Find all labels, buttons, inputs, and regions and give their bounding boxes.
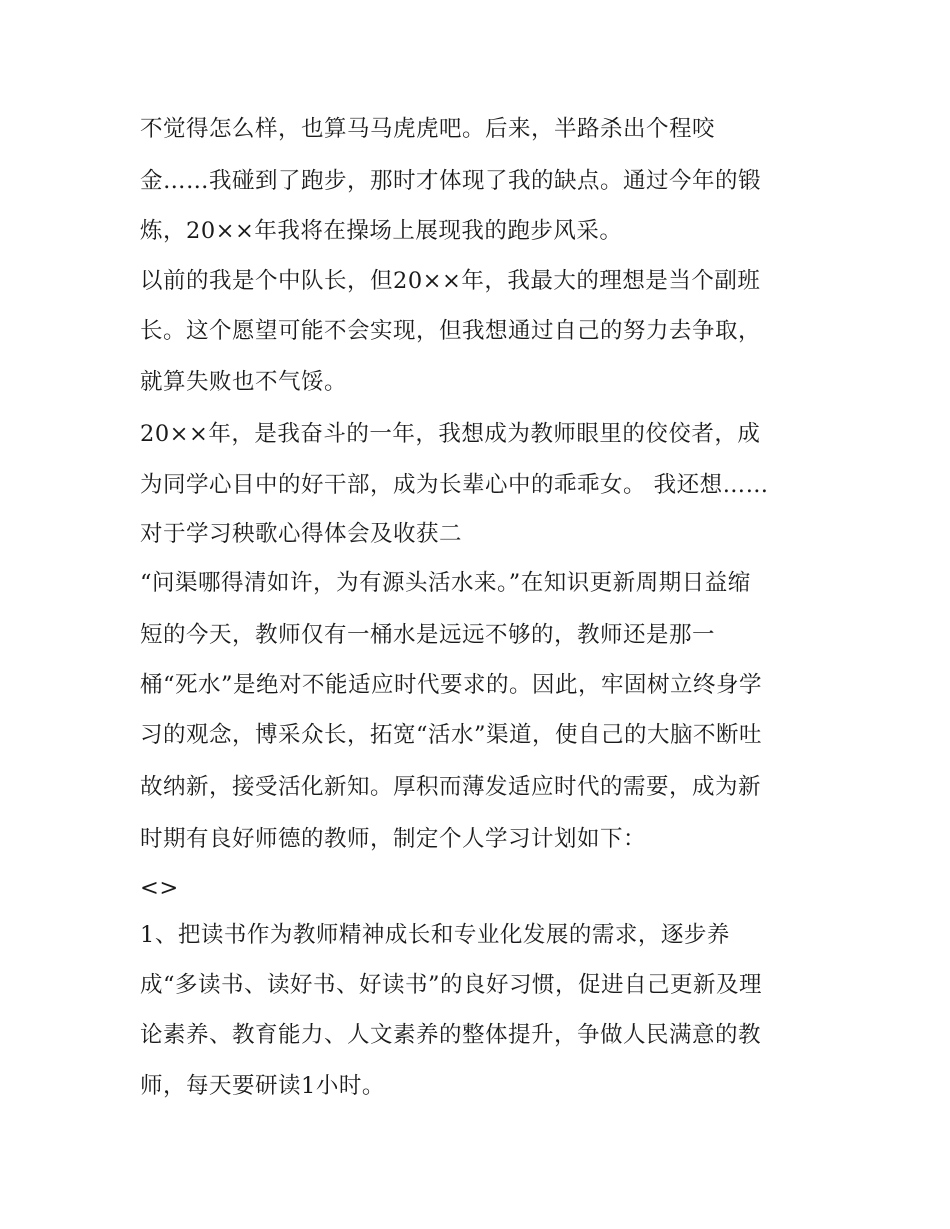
- text-line: 时期有良好师德的教师，制定个人学习计划如下：: [140, 826, 647, 852]
- text-line: 习的观念，博采众长，拓宽“活水”渠道，使自己的大脑不断吐: [140, 722, 763, 748]
- text-line: 20××年，是我奋斗的一年，我想成为教师眼里的佼佼者，成: [140, 421, 761, 447]
- text-line: <>: [140, 875, 179, 901]
- text-line: 长。这个愿望可能不会实现，但我想通过自己的努力去争取，: [140, 318, 762, 344]
- list-item-1: 1、把读书作为教师精神成长和专业化发展的需求，逐步养: [140, 922, 730, 948]
- text-line: 以前的我是个中队长，但20××年，我最大的理想是当个副班: [140, 268, 761, 294]
- text-line: 桶“死水”是绝对不能适应时代要求的。因此，牢固树立终身学: [140, 672, 763, 698]
- text-line: 短的今天，教师仅有一桶水是远远不够的，教师还是那一: [140, 622, 716, 648]
- section-heading: 对于学习秧歌心得体会及收获二: [140, 521, 463, 547]
- text-line: 论素养、教育能力、人文素养的整体提升，争做人民满意的教: [140, 1022, 762, 1048]
- text-line: 金……我碰到了跑步，那时才体现了我的缺点。通过今年的锻: [140, 168, 762, 194]
- text-line: 成“多读书、读好书、好读书”的良好习惯，促进自己更新及理: [140, 972, 763, 998]
- text-line: 就算失败也不气馁。: [140, 369, 348, 395]
- text-line: 师，每天要研读1小时。: [140, 1073, 385, 1099]
- text-line: 为同学心目中的好干部，成为长辈心中的乖乖女。 我还想……: [140, 472, 769, 498]
- text-line: 故纳新，接受活化新知。厚积而薄发适应时代的需要，成为新: [140, 774, 762, 800]
- text-line: 不觉得怎么样，也算马马虎虎吧。后来，半路杀出个程咬: [140, 116, 716, 142]
- text-line: “问渠哪得清如许，为有源头活水来。”在知识更新周期日益缩: [140, 570, 751, 596]
- text-line: 炼，20××年我将在操场上展现我的跑步风采。: [140, 218, 623, 244]
